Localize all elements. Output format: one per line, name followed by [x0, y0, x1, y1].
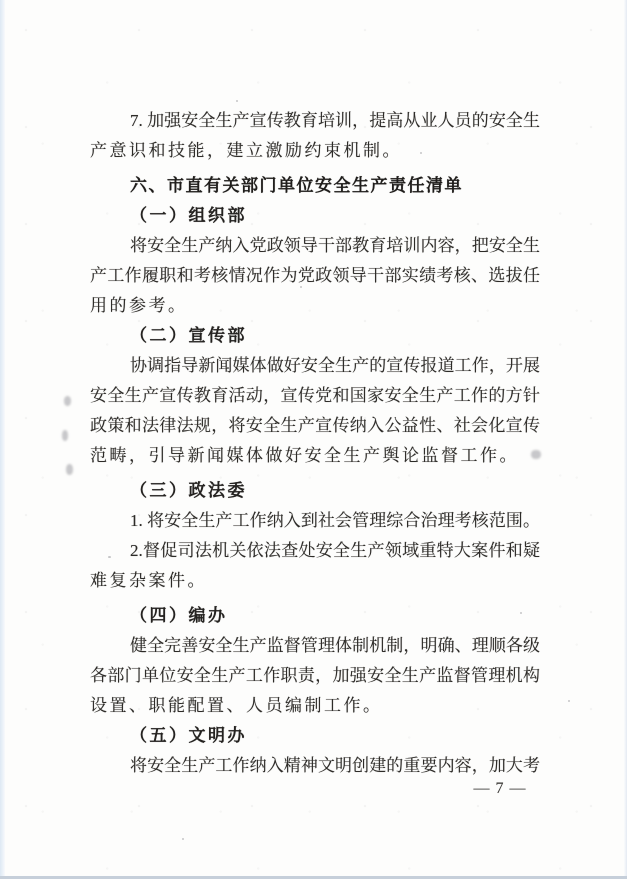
page-number: — 7 —	[473, 780, 527, 797]
subsection-title: （三）政法委	[130, 481, 247, 500]
paragraph-line: 设置、职能配置、人员编制工作。	[90, 696, 383, 715]
numbered-item-line: 1. 将安全生产工作纳入到社会管理综合治理考核范围。	[130, 511, 540, 530]
paragraph-line: 协调指导新闻媒体做好安全生产的宣传报道工作，开展	[130, 356, 540, 375]
paragraph-line: 难复杂案件。	[90, 571, 207, 590]
scan-speckle	[182, 838, 184, 840]
paragraph-line: 7. 加强安全生产宣传教育培训，提高从业人员的安全生	[130, 111, 540, 130]
paragraph-line: 将安全生产纳入党政领导干部教育培训内容，把安全生	[130, 236, 540, 255]
scan-speckle	[568, 700, 570, 702]
paragraph-line: 范畴，引导新闻媒体做好安全生产舆论监督工作。	[90, 446, 519, 465]
numbered-item-line: 2.督促司法机关依法查处安全生产领域重特大案件和疑	[130, 541, 540, 560]
paragraph-line: 用的参考。	[90, 296, 188, 315]
paragraph-line: 各部门单位安全生产工作职责，加强安全生产监督管理机构	[90, 666, 540, 685]
scan-speckle	[420, 152, 422, 154]
section-title: 六、市直有关部门单位安全生产责任清单	[130, 176, 463, 195]
scan-smudge	[64, 396, 71, 406]
scan-speckle	[520, 612, 522, 614]
paragraph-line: 产工作履职和考核情况作为党政领导干部实绩考核、选拔任	[90, 266, 540, 285]
subsection-title: （四）编办	[130, 606, 228, 625]
subsection-title: （一）组织部	[130, 206, 247, 225]
subsection-title: （二）宣传部	[130, 326, 247, 345]
scan-speckle	[236, 100, 238, 102]
scan-edge-left	[0, 0, 5, 879]
scan-smudge	[62, 430, 68, 441]
document-body	[90, 106, 540, 781]
scan-smudge	[531, 450, 541, 459]
scan-speckle	[300, 286, 302, 288]
paragraph-line: 健全完善安全生产监督管理体制机制，明确、理顺各级	[130, 636, 540, 655]
paragraph-line: 安全生产宣传教育活动，宣传党和国家安全生产工作的方针	[90, 386, 540, 405]
paragraph-line: 产意识和技能，建立激励约束机制。	[90, 141, 402, 160]
scan-speckle	[108, 556, 111, 558]
paragraph-line: 将安全生产工作纳入精神文明创建的重要内容，加大考	[130, 756, 540, 775]
paragraph-line: 政策和法律法规，将安全生产宣传纳入公益性、社会化宣传	[90, 416, 540, 435]
subsection-title: （五）文明办	[130, 726, 247, 745]
scan-smudge	[66, 464, 73, 475]
